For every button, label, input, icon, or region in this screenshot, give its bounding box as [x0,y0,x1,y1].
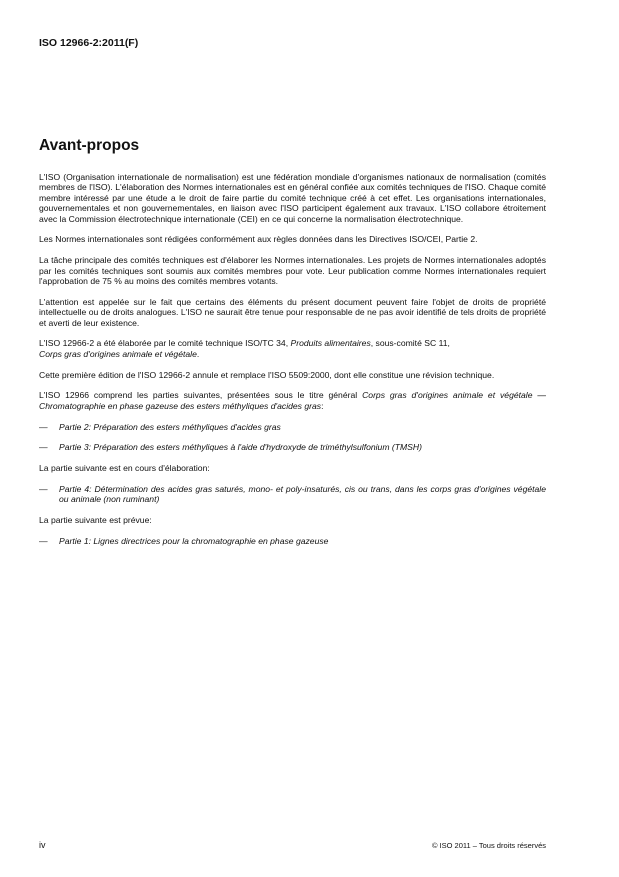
page-title: Avant-propos [39,137,140,154]
dash-bullet: — [39,421,48,432]
dash-bullet: — [39,484,48,495]
paragraph-edition: Cette première édition de l'ISO 12966-2 annule et remplace l'ISO 5509:2000, dont elle constitue une révision technique. [39,369,495,380]
general-title: Corps gras d'origines animale et végétale — Chromatographie en phase gazeuse des esters méthyliques d'acides gras [39,390,546,411]
paragraph-iso-intro: L'ISO (Organisation internationale de normalisation) est une fédération mondiale d'organismes nationaux de normalisation (comités membres de l'ISO). L'élaboration des Normes internationales est en général confiée aux comités techniques de l'ISO. Chaque comité membre intéressé par une étude a le droit de faire partie du comité technique créé à cet effet. Les organisations internationales, gouvernementales et non gouvernementales, en liaison avec l'ISO participent également aux travaux. L'ISO collabore étroitement avec la Commission électrotechnique internationale (CEI) en ce qui concerne la normalisation électrotechnique. [39,172,546,224]
page-number: iv [39,840,46,850]
list-item [39,484,546,505]
document-id-header: ISO 12966-2:2011(F) [39,37,139,49]
colon: : [321,400,324,411]
copyright-notice: © ISO 2011 – Tous droits réservés [431,841,546,850]
dash-bullet: — [39,442,48,453]
list-item [39,422,546,432]
prepared-by-text: L'ISO 12966-2 a été élaborée par le comité technique ISO/TC 34, [39,338,291,349]
dash-bullet: — [39,536,48,547]
subcommittee-name: Corps gras d'origines animale et végétale [39,348,197,359]
paragraph-parts-intro [39,390,546,411]
paragraph-planned: La partie suivante est prévue: [39,515,152,526]
parts-intro-text: L'ISO 12966 comprend les parties suivantes, présentées sous le titre général [39,390,363,401]
period: . [196,348,200,359]
paragraph-directives: Les Normes internationales sont rédigées conformément aux règles données dans les Directives ISO/CEI, Partie 2. [39,234,478,245]
part-2-title: Partie 2: Préparation des esters méthyliques d'acides gras [59,421,281,432]
committee-name: Produits alimentaires [290,338,371,349]
paragraph-technical-committees: La tâche principale des comités techniques est d'élaborer les Normes internationales. Les projets de Normes internationales adoptés par les comités techniques sont soumis aux comités membres pour vote. Leur publication comme Normes internationales requiert l'approbation de 75 % au moins des comités membres votants. [39,255,546,287]
part-3-title: Partie 3: Préparation des esters méthyliques à l'aide d'hydroxyde de triméthylsulfonium (TMSH) [59,442,422,453]
list-item [39,536,546,546]
paragraph-in-preparation: La partie suivante est en cours d'élaboration: [39,463,210,474]
paragraph-patent-rights: L'attention est appelée sur le fait que certains des éléments du présent document peuvent faire l'objet de droits de propriété intellectuelle ou de droits analogues. L'ISO ne saurait être tenue pour responsable de ne pas avoir identifié de tels droits de propriété et averti de leur existence. [39,296,546,328]
subcommittee-text: , sous-comité SC 11, [370,338,450,349]
part-1-title: Partie 1: Lignes directrices pour la chromatographie en phase gazeuse [59,536,329,547]
part-4-title: Partie 4: Détermination des acides gras saturés, mono- et poly-insaturés, cis ou trans, dans les corps gras d'origines végétale ou animale (non ruminant) [59,484,546,505]
paragraph-prepared-by [39,338,546,359]
list-item [39,442,546,452]
foreword-body [39,172,546,557]
